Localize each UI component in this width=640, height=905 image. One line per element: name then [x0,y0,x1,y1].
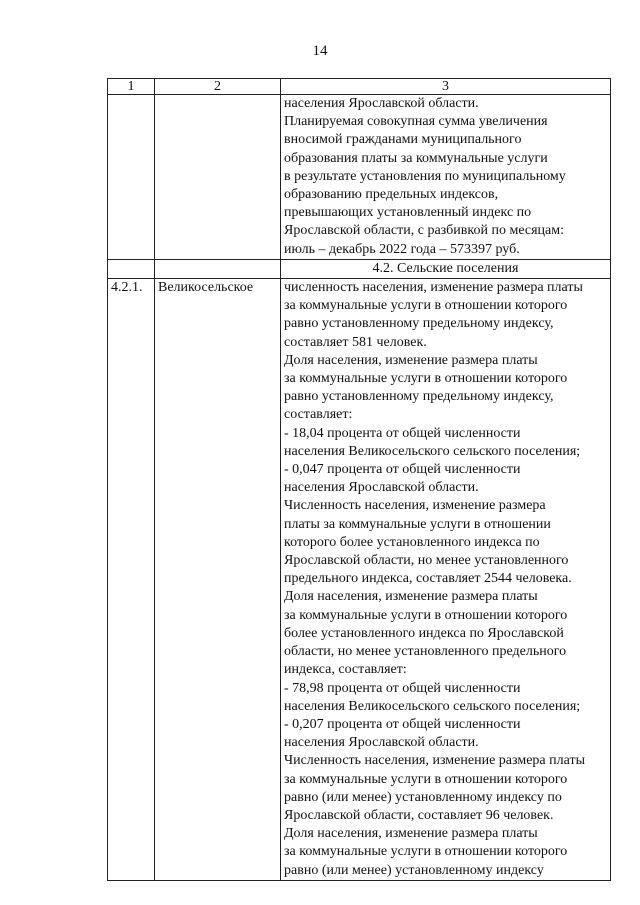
row-text-line-31: Доля населения, изменение размера платы [284,826,538,842]
row-text-line-22: индекса, составляет: [284,662,407,678]
continued-number-cell [108,95,155,260]
header-col-2: 2 [155,79,281,95]
row-text-line-27: Численность населения, изменение размера платы [284,753,585,769]
section-blank-2 [155,259,281,278]
row-text-line-4: составляет 581 человек. [284,334,427,350]
row-text-line-1: численность населения, изменение размера платы [284,280,583,296]
row-text-line-30: Ярославской области, составляет 96 человек. [284,807,554,823]
row-text-line-8: составляет: [284,407,353,423]
row-text-line-20: более установленного индекса по Ярославской [284,625,564,641]
row-name: Великосельское [155,279,281,881]
continued-text-line-4: образования платы за коммунальные услуги [284,150,548,166]
continued-text-line-3: вносимой гражданами муниципального [284,132,522,148]
row-text-line-32: за коммунальные услуги в отношении которого [284,844,568,860]
row-text-line-18: Доля населения, изменение размера платы [284,589,538,605]
continued-text-line-5: в результате установления по муниципальному [284,168,566,184]
row-text-line-16: Ярославской области, но менее установленного [284,553,569,569]
row-text-line-3: равно установленному предельному индексу, [284,316,554,332]
section-title: 4.2. Сельские поселения [281,259,611,278]
row-number: 4.2.1. [108,279,155,881]
row-text-line-10: населения Великосельского сельского поселения; [284,443,581,459]
row-text-line-28: за коммунальные услуги в отношении которого [284,771,568,787]
section-blank-1 [108,259,155,278]
header-col-1: 1 [108,79,155,95]
continued-name-cell [155,95,281,260]
row-text-line-12: населения Ярославской области. [284,480,479,496]
row-text-line-15: которого более установленного индекса по [284,534,540,550]
continued-text-line-7: превышающих установленный индекс по [284,205,532,221]
continued-text-line-1: населения Ярославской области. [284,96,479,111]
document-table [107,78,611,881]
section-row [108,259,611,278]
continued-text-cell [281,95,611,260]
row-text-line-5: Доля населения, изменение размера платы [284,352,538,368]
row-text-line-7: равно установленному предельному индексу, [284,389,554,405]
row-text-line-26: населения Ярославской области. [284,735,479,751]
row-text-line-24: населения Великосельского сельского поселения; [284,698,581,714]
row-text-line-19: за коммунальные услуги в отношении которого [284,607,568,623]
continued-text-line-6: образованию предельных индексов, [284,187,499,203]
row-text-line-6: за коммунальные услуги в отношении которого [284,371,568,387]
continued-text-line-8: Ярославской области, с разбивкой по месяцам: [284,223,565,239]
row-text-line-11: - 0,047 процента от общей численности [284,462,521,478]
row-text-line-17: предельного индекса, составляет 2544 человека. [284,571,572,587]
row-text-line-9: - 18,04 процента от общей численности [284,425,521,441]
row-text-line-13: Численность населения, изменение размера [284,498,546,514]
table-row [108,279,611,881]
row-text-line-21: области, но менее установленного предельного [284,644,567,660]
row-text-cell [281,279,611,881]
row-text-line-2: за коммунальные услуги в отношении которого [284,298,568,314]
header-col-3: 3 [281,79,611,95]
row-text-line-23: - 78,98 процента от общей численности [284,680,521,696]
continued-row [108,95,611,260]
row-text-line-14: платы за коммунальные услуги в отношении [284,516,551,532]
row-text-line-29: равно (или менее) установленному индексу по [284,789,562,805]
row-text-line-33: равно (или менее) установленному индексу [284,862,544,878]
row-text-line-25: - 0,207 процента от общей численности [284,716,521,732]
continued-text-line-9: июль – декабрь 2022 года – 573397 руб. [284,241,520,257]
continued-text-line-2: Планируемая совокупная сумма увеличения [284,114,548,130]
page-number: 14 [312,43,328,59]
table-header-row [108,79,611,95]
